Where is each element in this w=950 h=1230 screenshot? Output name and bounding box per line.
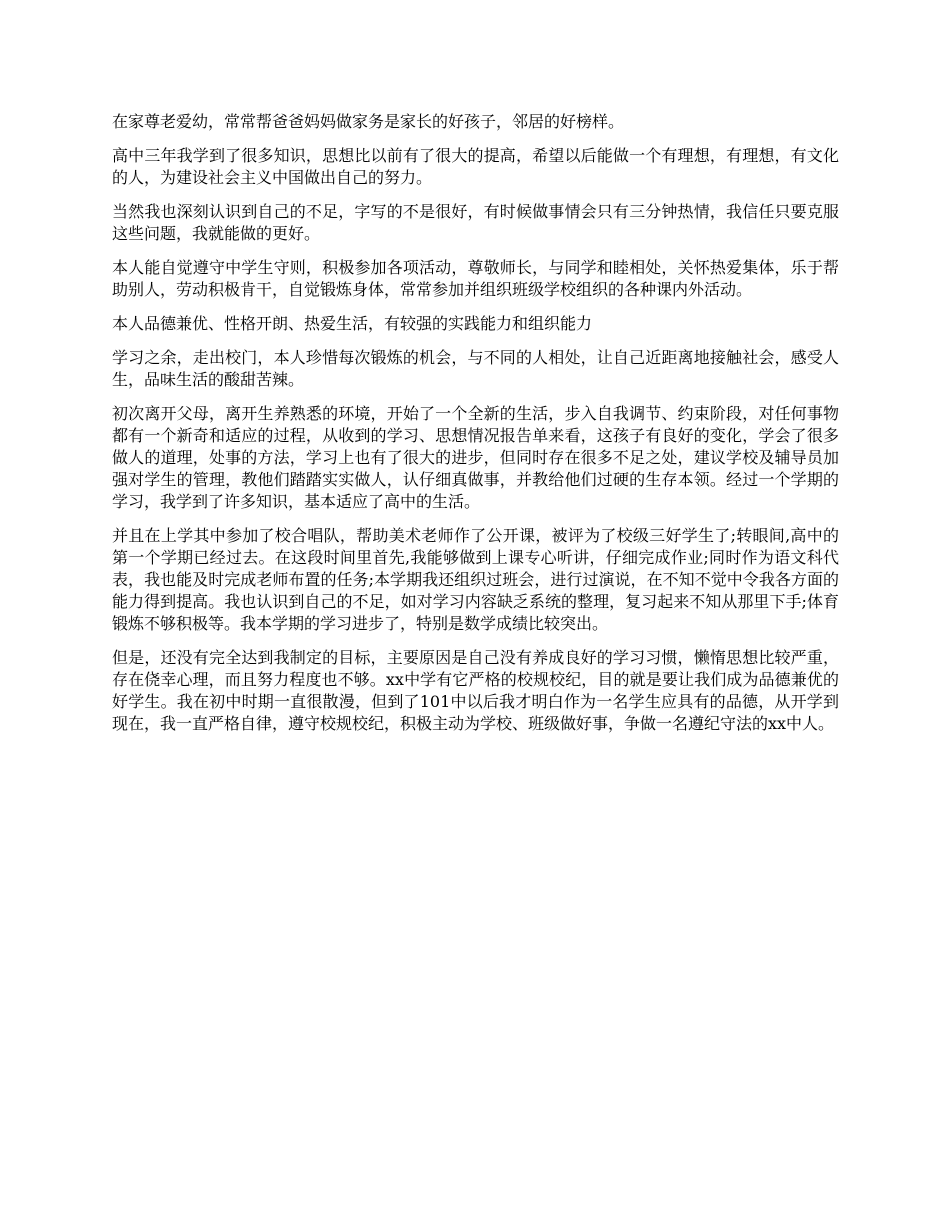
paragraph-1: 在家尊老爱幼，常常帮爸爸妈妈做家务是家长的好孩子，邻居的好榜样。 <box>112 112 625 131</box>
paragraph-3: 当然我也深刻认识到自己的不足，字写的不是很好，有时候做事情会只有三分钟热情，我信任只要克服这些问题，我就能做的更好。 <box>112 202 839 243</box>
paragraph-8: 并且在上学其中参加了校合唱队，帮助美术老师作了公开课，被评为了校级三好学生了;转眼间,高中的第一个学期已经过去。在这段时间里首先,我能够做到上课专心听讲，仔细完成作业;同时作为语文科代表，我也能及时完成老师布置的任务;本学期我还组织过班会，进行过演说，在不知不觉中令我各方面的能力得到提高。我也认识到自己的不足，如对学习内容缺乏系统的整理，复习起来不知从那里下手;体育锻炼不够积极等。我本学期的学习进步了，特别是数学成绩比较突出。 <box>112 526 839 633</box>
paragraph-2: 高中三年我学到了很多知识，思想比以前有了很大的提高，希望以后能做一个有理想，有理想，有文化的人，为建设社会主义中国做出自己的努力。 <box>112 146 839 187</box>
paragraph-4: 本人能自觉遵守中学生守则，积极参加各项活动，尊敬师长，与同学和睦相处，关怀热爱集体，乐于帮助别人，劳动积极肯干，自觉锻炼身体，常常参加并组织班级学校组织的各种课内外活动。 <box>112 258 839 299</box>
paragraph-5: 本人品德兼优、性格开朗、热爱生活，有较强的实践能力和组织能力 <box>112 314 593 333</box>
document-body <box>112 111 839 747</box>
paragraph-9: 但是，还没有完全达到我制定的目标，主要原因是自己没有养成良好的学习习惯，懒惰思想比较严重，存在侥幸心理，而且努力程度也不够。xx中学有它严格的校规校纪，目的就是要让我们成为品德兼优的好学生。我在初中时期一直很散漫，但到了101中以后我才明白作为一名学生应具有的品德，从开学到现在，我一直严格自律，遵守校规校纪，积极主动为学校、班级做好事，争做一名遵纪守法的xx中人。 <box>112 648 839 733</box>
paragraph-7: 初次离开父母，离开生养熟悉的环境，开始了一个全新的生活，步入自我调节、约束阶段，对任何事物都有一个新奇和适应的过程，从收到的学习、思想情况报告单来看，这孩子有良好的变化，学会了很多做人的道理，处事的方法，学习上也有了很大的进步，但同时存在很多不足之处，建议学校及辅导员加强对学生的管理，教他们踏踏实实做人，认仔细真做事，并教给他们过硬的生存本领。经过一个学期的学习，我学到了许多知识，基本适应了高中的生活。 <box>112 404 839 511</box>
paragraph-6: 学习之余，走出校门，本人珍惜每次锻炼的机会，与不同的人相处，让自己近距离地接触社会，感受人生，品味生活的酸甜苦辣。 <box>112 348 839 389</box>
